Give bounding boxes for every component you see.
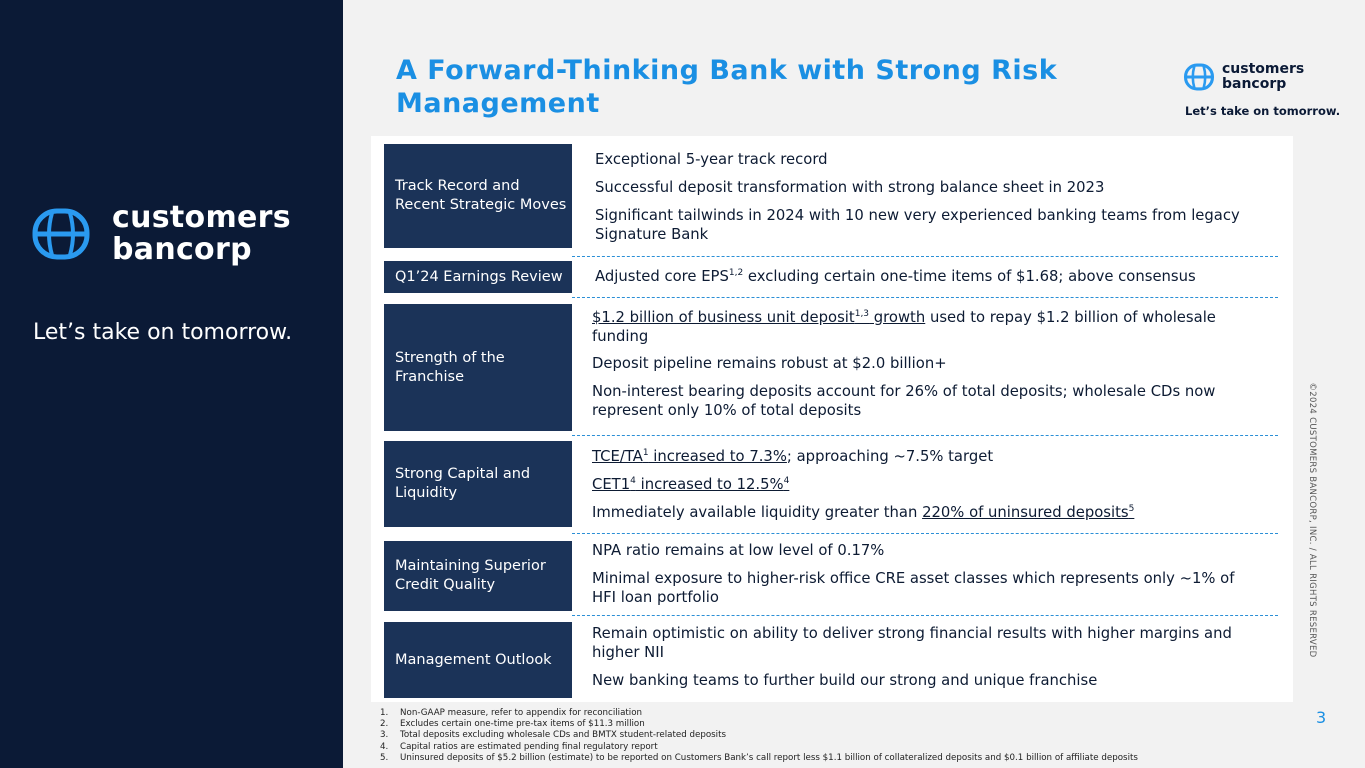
section-divider xyxy=(572,256,1278,257)
underlined-run xyxy=(592,448,787,465)
sidebar-logo xyxy=(32,202,291,266)
bullet-line: Non-interest bearing deposits account for 26% of total deposits; wholesale CDs now represent only 10% of total deposits xyxy=(592,383,1216,419)
section-divider xyxy=(572,435,1278,436)
text-run: TCE/TA xyxy=(592,448,643,465)
header-logo xyxy=(1184,62,1304,92)
footnote xyxy=(380,742,1138,753)
footnote-number: 2. xyxy=(380,719,389,730)
customers-bancorp-logo-icon xyxy=(32,208,90,260)
section-divider xyxy=(572,615,1278,616)
page-number: 3 xyxy=(1316,708,1327,727)
sidebar-logo-wordmark xyxy=(112,202,291,266)
text-run: Adjusted core EPS xyxy=(595,268,729,285)
text-run: $1.2 billion of business unit deposit xyxy=(592,309,855,326)
section-label-franchise xyxy=(384,304,572,431)
section-divider xyxy=(572,297,1278,298)
bullet-line-deposit-growth xyxy=(592,308,1262,346)
footnote-ref: 5 xyxy=(1128,504,1135,515)
footnote-ref: 1,2 xyxy=(728,268,744,279)
bullet-line-liquidity xyxy=(592,503,1277,522)
bullet-line-cet1 xyxy=(592,475,1277,494)
text-run: 220% of uninsured deposits xyxy=(922,504,1129,521)
bullet-line: New banking teams to further build our strong and unique franchise xyxy=(592,672,1098,689)
section-label-text: Strength of the Franchise xyxy=(395,349,505,385)
section-label-track-record xyxy=(384,144,572,248)
footnote-ref: 1 xyxy=(642,448,649,459)
section-label-credit-quality xyxy=(384,541,572,611)
logo-name-line2: bancorp xyxy=(1222,76,1287,92)
bullet-line: Successful deposit transformation with strong balance sheet in 2023 xyxy=(595,179,1105,196)
section-label-text: Maintaining Superior Credit Quality xyxy=(395,558,546,593)
customers-bancorp-logo-icon xyxy=(1184,63,1214,91)
header-tagline: Let’s take on tomorrow. xyxy=(1185,104,1341,118)
footnote-text: Capital ratios are estimated pending final regulatory report xyxy=(400,741,658,752)
text-run: CET1 xyxy=(592,476,631,493)
footnote-text: Total deposits excluding wholesale CDs and BMTX student-related deposits xyxy=(400,730,727,741)
text-run: excluding certain one-time items of $1.68; above consensus xyxy=(743,268,1196,285)
footnote-number: 1. xyxy=(380,708,389,718)
header-logo-wordmark xyxy=(1222,62,1304,92)
section-label-text: Strong Capital and Liquidity xyxy=(395,466,531,501)
footnote-ref: 4 xyxy=(783,476,790,487)
sidebar-tagline: Let’s take on tomorrow. xyxy=(33,320,293,345)
footnote xyxy=(380,719,1138,730)
footnote-number: 4. xyxy=(380,741,389,752)
logo-name-line1: customers xyxy=(112,200,291,235)
bullet-line: Exceptional 5-year track record xyxy=(595,151,828,168)
bullet-line: Deposit pipeline remains robust at $2.0 billion+ xyxy=(592,355,947,372)
section-label-text: Management Outlook xyxy=(395,651,552,668)
text-run: used to repay $1.2 billion of wholesale funding xyxy=(592,309,1216,345)
logo-name-line1: customers xyxy=(1222,61,1305,77)
footnote-text: Excludes certain one-time pre-tax items of $11.3 million xyxy=(400,719,645,730)
section-label-earnings-review xyxy=(384,261,572,293)
slide-title: A Forward-Thinking Bank with Strong Risk Management xyxy=(396,55,1058,119)
section-label-text: Track Record and Recent Strategic Moves xyxy=(395,178,567,213)
copyright-notice: ©2024 CUSTOMERS BANCORP, INC. / ALL RIGHTS RESERVED xyxy=(1307,382,1317,658)
text-run: growth xyxy=(869,309,926,326)
footnote xyxy=(380,708,1138,719)
underlined-run xyxy=(592,476,789,493)
underlined-run xyxy=(592,309,925,326)
bullet-line-eps xyxy=(595,267,1280,286)
section-label-management-outlook xyxy=(384,622,572,698)
section-label-capital-liquidity xyxy=(384,441,572,527)
footnote xyxy=(380,753,1138,764)
section-label-text: Q1’24 Earnings Review xyxy=(395,268,563,285)
text-run: increased to 12.5% xyxy=(635,476,784,493)
bullet-line: Remain optimistic on ability to deliver strong financial results with higher margins and higher NII xyxy=(592,625,1232,661)
footnote-text: Non-GAAP measure, refer to appendix for reconciliation xyxy=(400,708,643,718)
underlined-run xyxy=(922,504,1134,521)
bullet-line: Significant tailwinds in 2024 with 10 new very experienced banking teams from legacy Signature Bank xyxy=(595,207,1240,243)
footnote-ref: 4 xyxy=(630,476,636,487)
section-divider xyxy=(572,533,1278,534)
footnote-text: Uninsured deposits of $5.2 billion (estimate) to be reported on Customers Bank’s call report less $1.1 billion of collateralized deposits and $0.1 billion of affiliate deposits xyxy=(400,752,1138,763)
bullet-line: Minimal exposure to higher-risk office CRE asset classes which represents only ~1% of HFI loan portfolio xyxy=(592,570,1235,606)
footnote-number: 5. xyxy=(380,752,389,763)
brand-sidebar xyxy=(0,0,343,768)
footnotes xyxy=(380,708,1138,764)
logo-name-line2: bancorp xyxy=(112,232,252,267)
footnote xyxy=(380,730,1138,741)
text-run: ; approaching ~7.5% target xyxy=(786,448,994,465)
text-run: Immediately available liquidity greater than xyxy=(592,504,923,521)
bullet-line: NPA ratio remains at low level of 0.17% xyxy=(592,542,885,559)
footnote-ref: 1,3 xyxy=(854,309,870,320)
bullet-line-tce xyxy=(592,447,1277,466)
text-run: increased to 7.3% xyxy=(648,448,787,465)
footnote-number: 3. xyxy=(380,730,389,741)
